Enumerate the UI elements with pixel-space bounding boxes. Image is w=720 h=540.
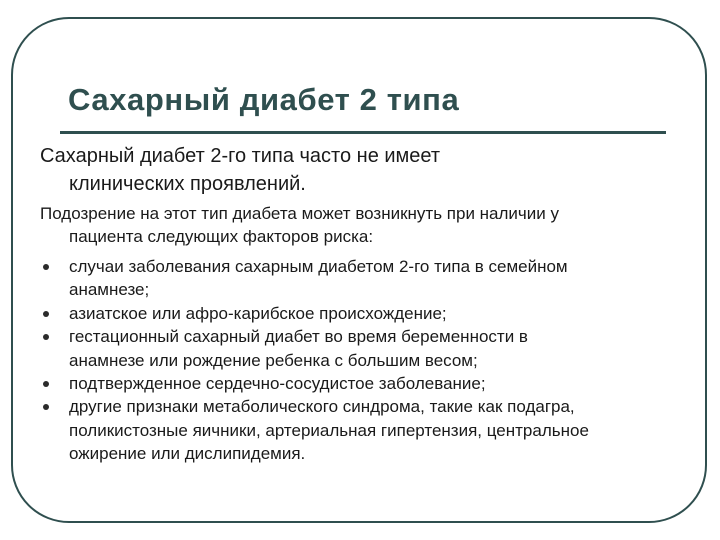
list-item-line: гестационный сахарный диабет во время беременности в (69, 327, 528, 347)
list-item-line: анамнезе; (69, 280, 150, 300)
list-item (40, 325, 700, 372)
list-item-line: поликистозные яичники, артериальная гипертензия, центральное (69, 420, 589, 440)
title-underline (60, 131, 666, 134)
list-item (40, 395, 700, 465)
list-item (40, 372, 700, 395)
lead-line: клинических проявлений. (69, 173, 306, 195)
list-item-line: случаи заболевания сахарным диабетом 2-го типа в семейном (69, 257, 568, 276)
list-item (40, 255, 700, 302)
bullet-dot-icon (43, 404, 49, 410)
lead-paragraph (40, 142, 680, 198)
bullet-dot-icon (43, 264, 49, 270)
risk-factor-list (40, 255, 700, 466)
lead-line: Сахарный диабет 2-го типа часто не имеет (40, 145, 441, 167)
intro-line: Подозрение на этот тип диабета может возникнуть при наличии у (40, 204, 559, 223)
bullet-dot-icon (43, 381, 49, 387)
list-item (40, 302, 700, 325)
list-item-line: другие признаки метаболического синдрома, такие как подагра, (69, 397, 575, 417)
list-item-line: азиатское или афро-карибское происхождение; (69, 303, 447, 323)
slide-title: Сахарный диабет 2 типа (68, 82, 460, 117)
bullet-dot-icon (43, 334, 49, 340)
bullet-dot-icon (43, 311, 49, 317)
list-item-line: ожирение или дислипидемия. (69, 444, 306, 464)
list-item-line: анамнезе или рождение ребенка с большим весом; (69, 350, 478, 370)
list-item-line: подтвержденное сердечно-сосудистое заболевание; (69, 374, 486, 394)
intro-line: пациента следующих факторов риска: (69, 227, 374, 246)
intro-paragraph (40, 202, 690, 248)
